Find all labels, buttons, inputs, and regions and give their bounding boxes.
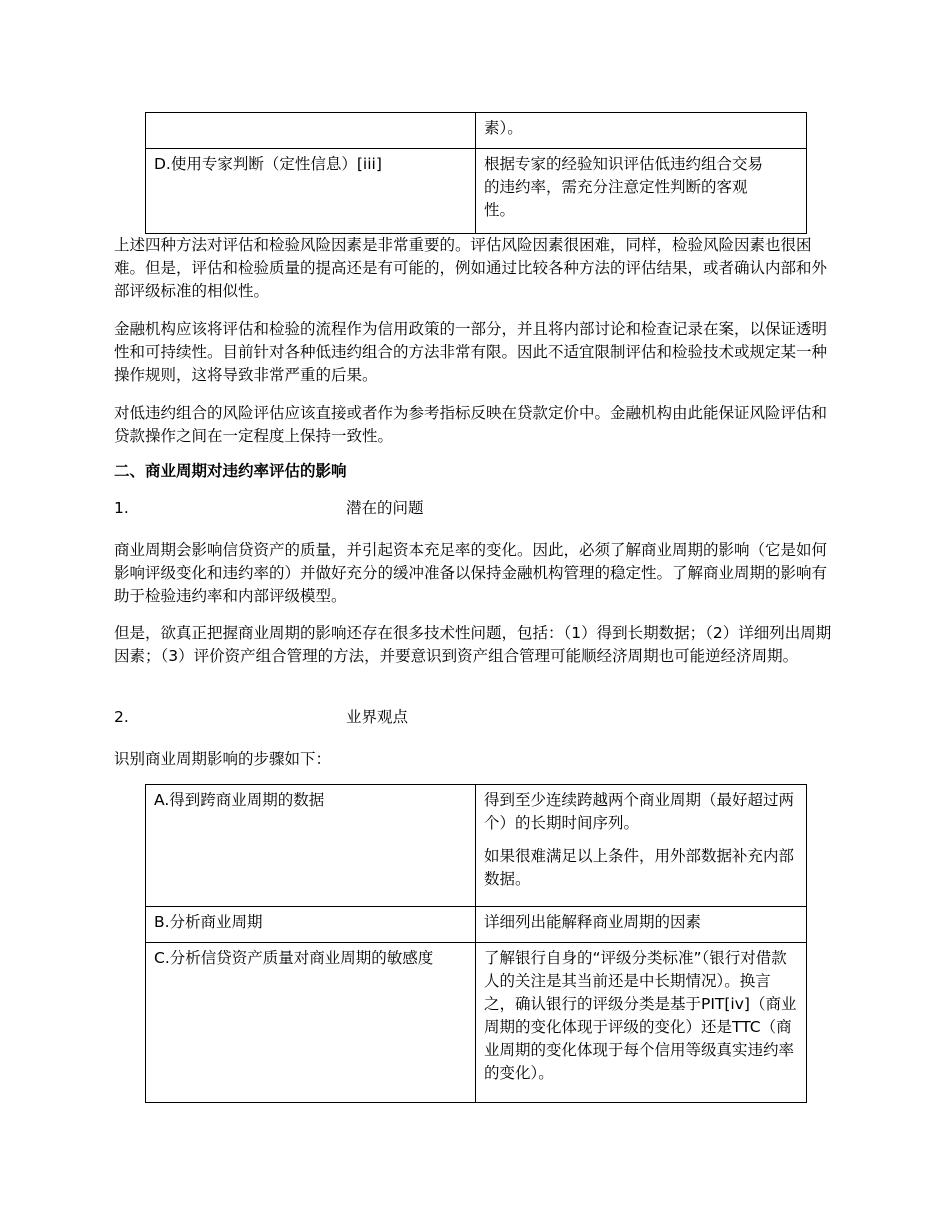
table-cell: 根据专家的经验知识评估低违约组合交易的违约率，需充分注意定性判断的客观性。 [476,149,807,234]
table-cell: 详细列出能解释商业周期的因素 [476,907,807,943]
table-cell: 了解银行自身的“评级分类标准”（银行对借款人的关注是其当前还是中长期情况）。换言之，确认银行的评级分类是基于PIT[iv]（商业周期的变化体现于评级的变化）还是TTC（商业周期的变化体现于每个信用等级真实违约率的变化）。 [476,943,807,1103]
paragraph: 但是，欲真正把握商业周期的影响还存在很多技术性问题，包括：（1）得到长期数据；（2）详细列出周期因素；（3）评价资产组合管理的方法，并要意识到资产组合管理可能顺经济周期也可能逆经济周期。 [114,624,832,665]
subsection-number: 2. [114,708,129,726]
table-cell: D.使用专家判断（定性信息）[iii] [146,149,476,234]
table-cell: 得到至少连续跨越两个商业周期（最好超过两个）的长期时间序列。 如果很难满足以上条件，用外部数据补充内部数据。 [476,785,807,907]
table-row [146,785,807,907]
methods-table [145,112,807,234]
subsection-title [114,706,714,729]
subsection-title [114,497,714,520]
paragraph: 商业周期会影响信贷资产的质量，并引起资本充足率的变化。因此，必须了解商业周期的影响（它是如何影响评级变化和违约率的）并做好充分的缓冲准备以保持金融机构管理的稳定性。了解商业周期的影响有助于检验违约率和内部评级模型。 [114,541,828,605]
table-cell: B.分析商业周期 [146,907,476,943]
paragraph: 上述四种方法对评估和检验风险因素是非常重要的。评估风险因素很困难，同样，检验风险因素也很困难。但是，评估和检验质量的提高还是有可能的，例如通过比较各种方法的评估结果，或者确认内部和外部评级标准的相似性。 [114,236,828,300]
table-cell [146,113,476,149]
table-cell: A.得到跨商业周期的数据 [146,785,476,907]
table-row [146,943,807,1103]
table-row [146,113,807,149]
table-cell: C.分析信贷资产质量对商业周期的敏感度 [146,943,476,1103]
section-heading: 二、商业周期对违约率评估的影响 [114,462,347,480]
subsection-label: 潜在的问题 [346,499,424,517]
subsection-label: 业界观点 [346,708,409,726]
subsection-number: 1. [114,499,129,517]
paragraph: 识别商业周期影响的步骤如下： [114,750,332,768]
table-row [146,149,807,234]
table-row [146,907,807,943]
table-cell: 素）。 [476,113,807,149]
paragraph: 对低违约组合的风险评估应该直接或者作为参考指标反映在贷款定价中。金融机构由此能保证风险评估和贷款操作之间在一定程度上保持一致性。 [114,404,828,445]
paragraph: 金融机构应该将评估和检验的流程作为信用政策的一部分，并且将内部讨论和检查记录在案，以保证透明性和可持续性。目前针对各种低违约组合的方法非常有限。因此不适宜限制评估和检验技术或规定某一种操作规则，这将导致非常严重的后果。 [114,320,828,384]
steps-table [145,784,807,1103]
